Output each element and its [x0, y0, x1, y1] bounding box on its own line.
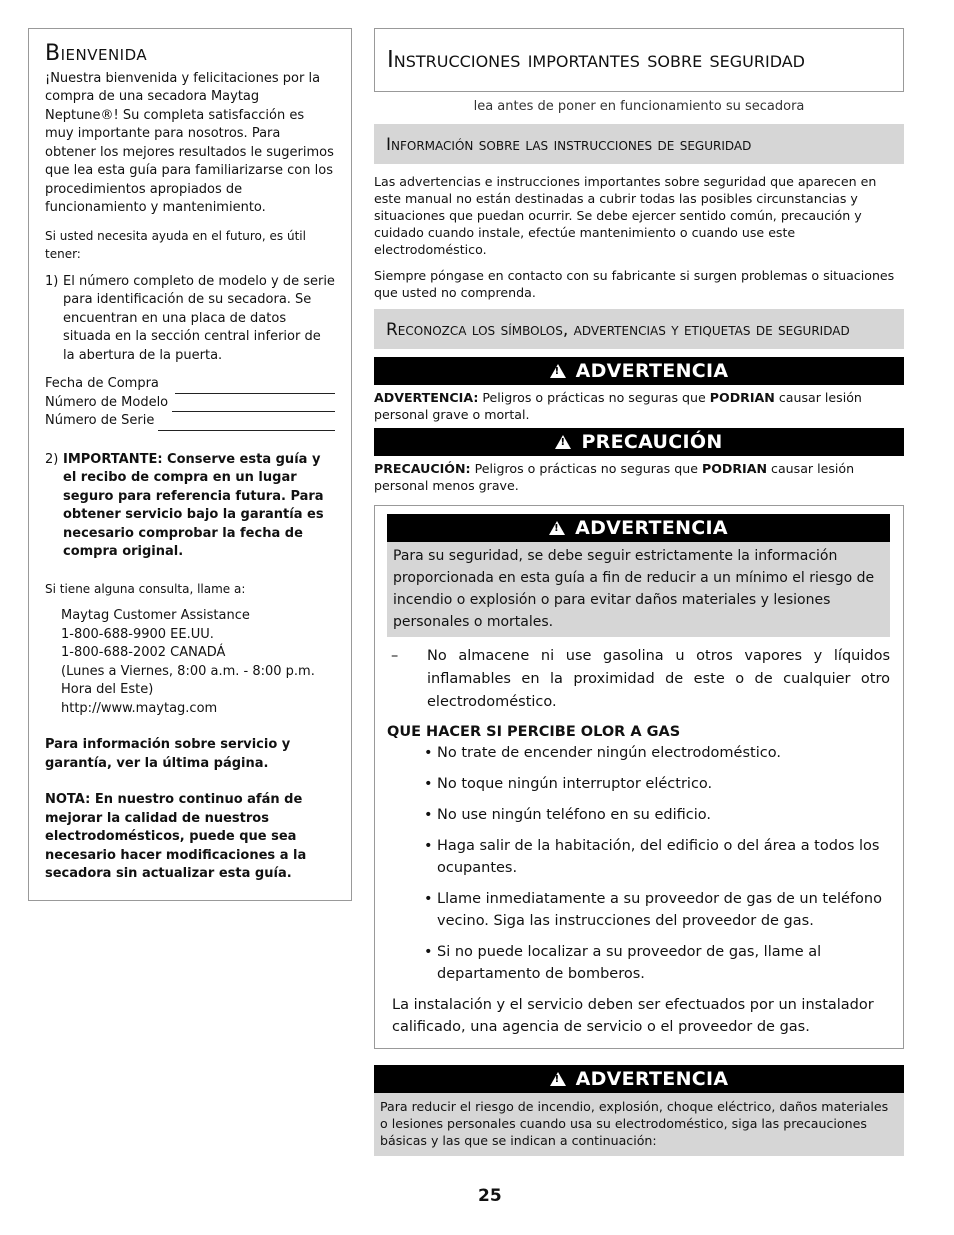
item-2-text: IMPORTANTE: Conserve esta guía y el recibo de compra en un lugar seguro para referencia futura. Para obtener servicio bajo la garantía es necesario comprobar la fecha de compra original. — [63, 451, 324, 559]
list-item: • No use ningún teléfono en su edificio. — [424, 807, 711, 823]
page-subtitle: lea antes de poner en funcionamiento su secadora — [473, 99, 805, 114]
purchase-date-label: Fecha de Compra — [45, 376, 159, 391]
warning-triangle-icon — [549, 521, 565, 535]
precaucion-definition: PRECAUCIÓN: Peligros o prácticas no seguras que PODRIAN causar lesión personal menos grave. — [374, 461, 855, 493]
list-item: • Haga salir de la habitación, del edificio o del área a todos los ocupantes. — [424, 838, 880, 876]
section-heading-info: Información sobre las instrucciones de seguridad — [374, 124, 904, 164]
contact-line: Hora del Este) — [61, 682, 154, 697]
gasoline-warning: – No almacene ni use gasolina u otros vapores y líquidos inflamables en la proximidad de este o de cualquier otro electrodoméstico. — [391, 648, 890, 710]
list-item-1 — [45, 273, 335, 366]
advertencia-banner-bottom: !ADVERTENCIA — [374, 1065, 904, 1093]
page-title: Instrucciones importantes sobre seguridad — [374, 28, 904, 92]
warning-triangle-icon — [550, 1072, 566, 1086]
service-note: Para información sobre servicio y garantía, ver la última página. — [45, 737, 291, 771]
warning-triangle-icon — [550, 364, 566, 378]
welcome-title: Bienvenida — [45, 41, 148, 66]
section-info-paragraph-1: Las advertencias e instrucciones importantes sobre seguridad que aparecen en este manual no están destinadas a cubrir todas las posibles circunstancias y situaciones que puedan ocurrir. Se debe ejercer sentido común, precaución y cuidado cuando instale, efectúe mantenimiento o cuando use este electrodoméstico. — [374, 174, 877, 257]
list-item: • No toque ningún interruptor eléctrico. — [424, 776, 713, 792]
installation-note: La instalación y el servicio deben ser efectuados por un instalador calificado, una agencia de servicio o el proveedor de gas. — [392, 997, 874, 1035]
contact-line: (Lunes a Viernes, 8:00 a.m. - 8:00 p.m. — [61, 663, 315, 679]
purchase-date-field[interactable] — [45, 375, 335, 394]
help-intro: Si usted necesita ayuda en el futuro, es útil tener: — [45, 228, 306, 261]
model-number-field[interactable] — [45, 394, 335, 413]
welcome-panel — [28, 28, 352, 901]
nota: NOTA: En nuestro continuo afán de mejorar la calidad de nuestros electrodomésticos, puede que sea necesario hacer modificaciones a la secadora sin actualizar esta guía. — [45, 792, 307, 881]
list-item: • Si no puede localizar a su proveedor de gas, llame al departamento de bomberos. — [424, 944, 822, 982]
safety-info-text: Para su seguridad, se debe seguir estrictamente la información proporcionada en esta guía a fin de reducir a un mínimo el riesgo de incendio o explosión o para evitar daños materiales y lesiones personales o mortales. — [387, 542, 890, 637]
list-item-2 — [45, 451, 335, 562]
list-item: • Llame inmediatamente a su proveedor de gas de un teléfono vecino. Siga las instrucciones del proveedor de gas. — [424, 891, 882, 929]
advertencia-banner: !ADVERTENCIA — [374, 357, 904, 385]
list-item: • No trate de encender ningún electrodoméstico. — [424, 745, 781, 761]
contact-line: 1-800-688-2002 CANADÁ — [61, 645, 226, 660]
serial-number-field[interactable] — [45, 412, 335, 431]
gas-warning-box — [374, 505, 904, 1049]
warning-triangle-icon — [555, 435, 571, 449]
basic-precautions-text: Para reducir el riesgo de incendio, explosión, choque eléctrico, daños materiales o lesiones personales cuando usa su electrodoméstico, siga las precauciones básicas y las que se indican a continuación: — [374, 1093, 904, 1156]
safety-column — [374, 28, 904, 1156]
contact-intro: Si tiene alguna consulta, llame a: — [45, 581, 246, 596]
model-number-label: Número de Modelo — [45, 394, 169, 410]
welcome-text: ¡Nuestra bienvenida y felicitaciones por la compra de una secadora Maytag Neptune®! Su completa satisfacción es muy importante para nosotros. Para obtener los mejores resultados le sugerimos que lea esta guía para familiarizarse con los procedimientos apropiados de funcionamiento y mantenimiento. — [45, 70, 334, 215]
item-2-number: 2) — [45, 451, 59, 467]
section-heading-symbols: Reconozca los símbolos, advertencias y etiquetas de seguridad — [374, 309, 904, 349]
section-info-paragraph-2: Siempre póngase en contacto con su fabricante si surgen problemas o situaciones que usted no comprenda. — [374, 268, 895, 300]
precaucion-banner: !PRECAUCIÓN — [374, 428, 904, 456]
gas-odor-list — [387, 742, 890, 985]
contact-line: Maytag Customer Assistance — [61, 608, 250, 623]
item-1-number: 1) — [45, 273, 59, 289]
contact-line: 1-800-688-9900 EE.UU. — [61, 626, 214, 642]
website-link[interactable]: http://www.maytag.com — [61, 700, 218, 716]
serial-number-label: Número de Serie — [45, 413, 155, 428]
item-1-text: El número completo de modelo y de serie para identificación de su secadora. Se encuentran en una placa de datos situada en la sección central inferior de la abertura de la puerta. — [63, 273, 335, 363]
advertencia-definition: ADVERTENCIA: Peligros o prácticas no seguras que PODRIAN causar lesión personal grave o mortal. — [374, 390, 862, 422]
gas-odor-heading: QUE HACER SI PERCIBE OLOR A GAS — [387, 724, 681, 740]
contact-block — [45, 607, 335, 718]
page-number: 25 — [478, 1186, 502, 1206]
advertencia-banner: !ADVERTENCIA — [387, 514, 890, 542]
